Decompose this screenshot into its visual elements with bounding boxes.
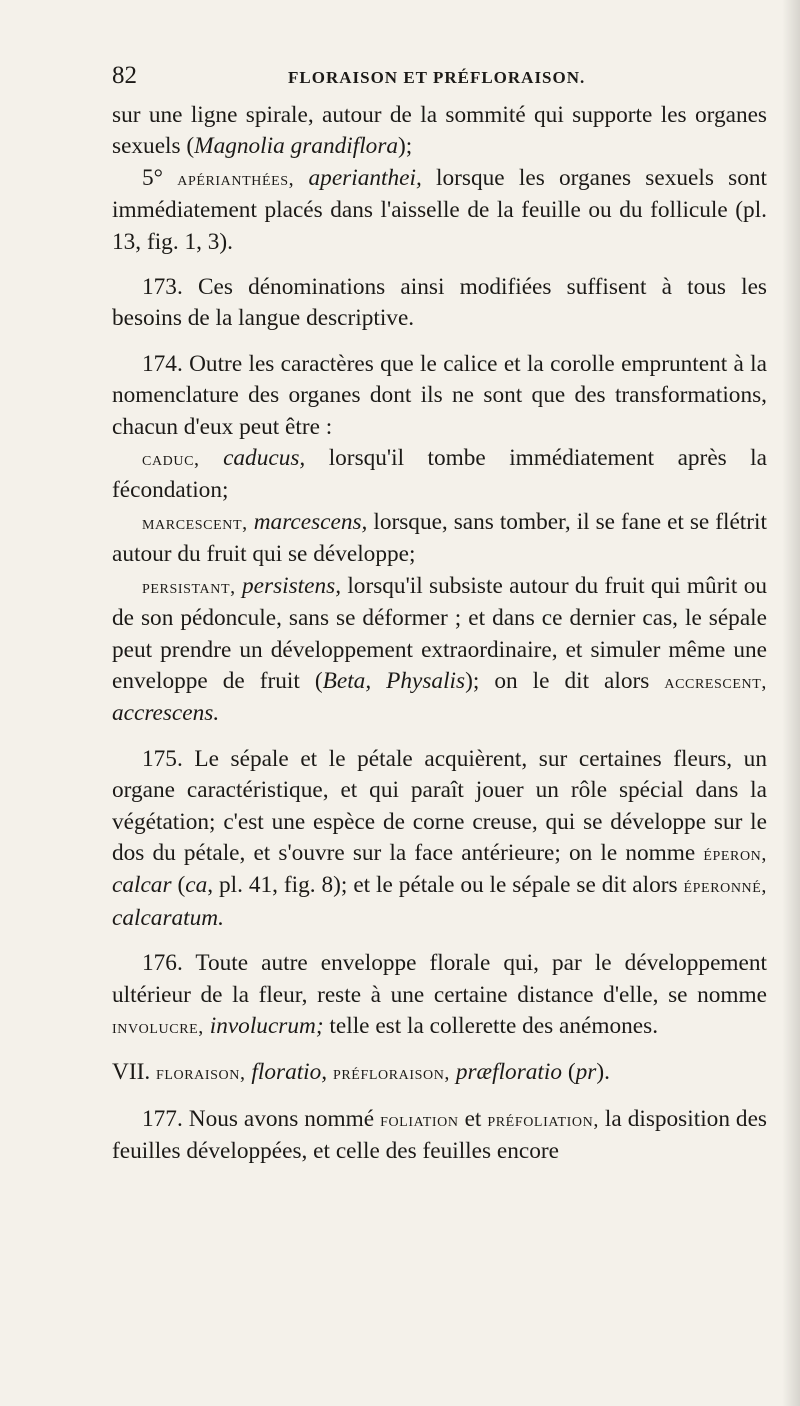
page-header (100, 62, 760, 92)
body-text (112, 100, 767, 1168)
paragraph-176: 176. Toute autre enveloppe florale qui, par le développement ultérieur de la fleur, reste à une certaine distance d'elle, se nomme involucre, involucrum; telle est la collerette des anémones. (112, 950, 767, 1039)
section-heading-vii: VII. floraison, floratio, préfloraison, præfloratio (pr). (112, 1059, 610, 1086)
paragraph-173: 173. Ces dénominations ainsi modifiées suffisent à tous les besoins de la langue descriptive. (112, 274, 767, 332)
paragraph-175: 175. Le sépale et le pétale acquièrent, sur certaines fleurs, un organe caractéristique, et qui paraît jouer un rôle spécial dans la végétation; c'est une espèce de corne creuse, qui se développe sur le dos du pétale, et s'ouvre sur la face antérieure; on le nomme éperon, calcar (ca, pl. 41, fig. 8); et le pétale ou le sépale se dit alors éperonné, calcaratum. (112, 745, 768, 931)
paragraph-magnolia: sur une ligne spirale, autour de la sommité qui supporte les organes sexuels (Magnolia grandiflora); (112, 102, 767, 160)
page-number: 82 (112, 62, 137, 89)
paragraph-caduc: caduc, caducus, lorsqu'il tombe immédiatement après la fécondation; (112, 445, 767, 504)
paragraph-persistant: persistant, persistens, lorsqu'il subsiste autour du fruit qui mûrit ou de son pédoncule, sans se déformer ; et dans ce dernier cas, le sépale peut prendre un développement extraordinaire, et simuler même une enveloppe de fruit (Beta, Physalis); on le dit alors accrescent, accrescens. (112, 572, 767, 727)
running-title: FLORAISON ET PRÉFLORAISON. (288, 68, 586, 87)
paragraph-marcescent: marcescent, marcescens, lorsque, sans tomber, il se fane et se flétrit autour du fruit qui se développe; (112, 508, 767, 568)
paragraph-174: 174. Outre les caractères que le calice et la corolle empruntent à la nomenclature des organes dont ils ne sont que des transformations, chacun d'eux peut être : (112, 350, 767, 440)
paragraph-aperianthees: 5° apérianthées, aperianthei, lorsque les organes sexuels sont immédiatement placés dans l'aisselle de la feuille ou du follicule (pl. 13, fig. 1, 3). (112, 164, 767, 255)
paragraph-177: 177. Nous avons nommé foliation et préfoliation, la disposition des feuilles développées, et celle des feuilles encore (112, 1105, 767, 1165)
page-edge-shadow (782, 0, 800, 1406)
